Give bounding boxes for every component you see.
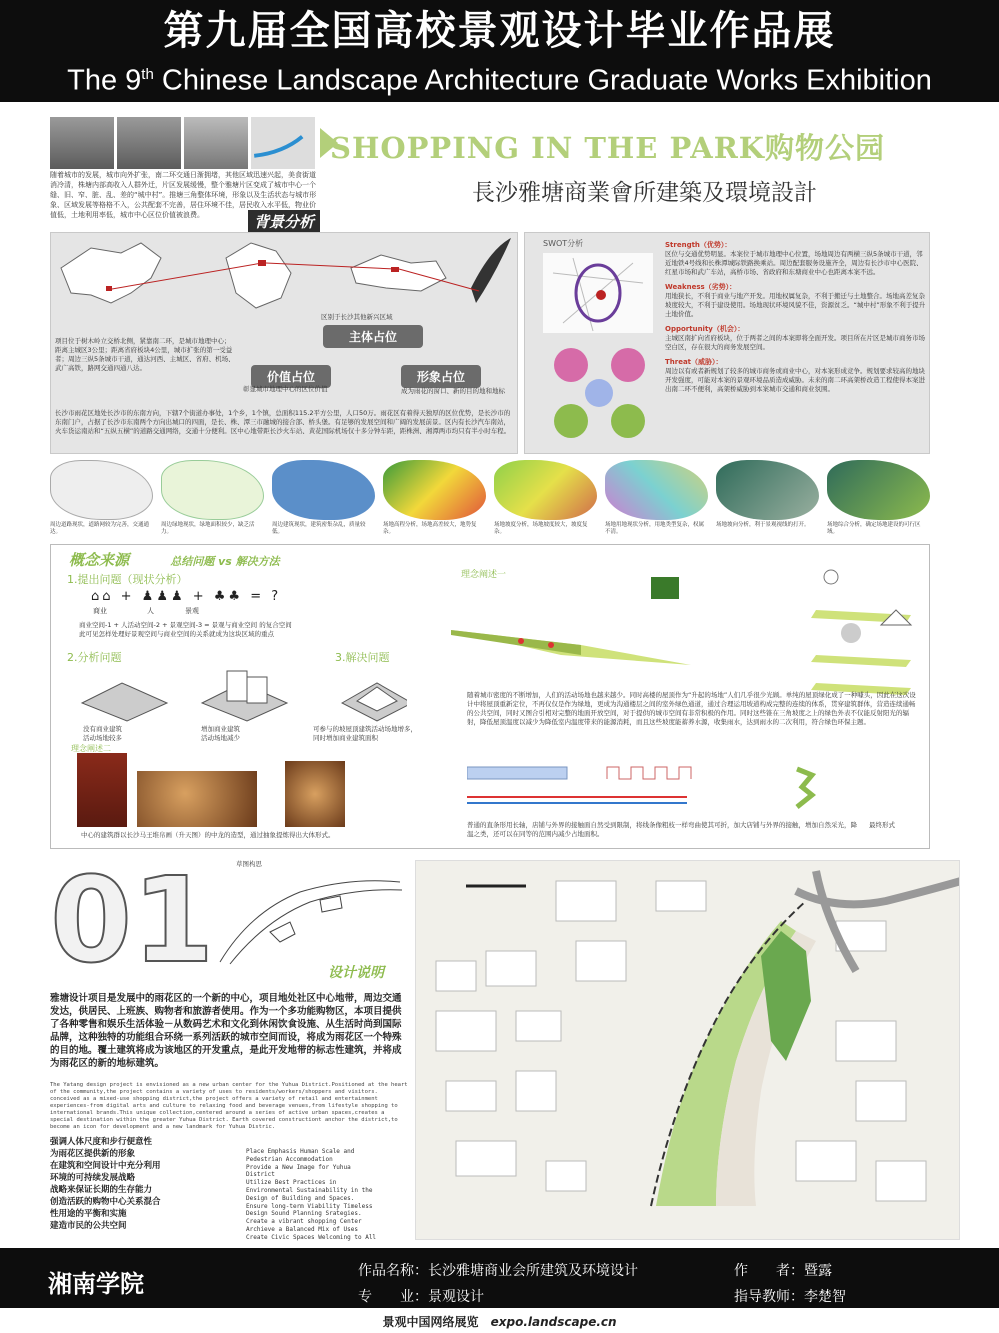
step2-heading: 2.分析问题 [67, 651, 122, 664]
section-title-background: 背景分析 [248, 210, 320, 233]
people-label: 人 [147, 607, 154, 615]
step1-heading: 1.提出问题（现状分析） [67, 573, 188, 586]
form-evolution-diagram [467, 763, 817, 815]
weakness-heading: Weakness（劣势）： [665, 283, 737, 291]
exhibition-title-cn: 第九届全国高校景观设计毕业作品展 [163, 8, 836, 54]
analysis-map: 场地坡向分析，利于景观视线的打开。 [716, 460, 819, 542]
commerce-label: 商业 [93, 607, 107, 615]
site-plan-drawing [416, 861, 960, 1240]
swot-text [665, 235, 927, 394]
strategy-list-cn: 强调人体尺度和步行便意性 为雨花区提供新的形象 在建筑和空间设计中充分利用 环境的可持续发展战略 战略来保证长期的生存能力 创造活跃的购物中心关系混合 性用途的平衡和实施 建造市民的公共空间 [50, 1137, 161, 1231]
project-title-en: SHOPPING IN THE PARK购物公园 [330, 131, 886, 165]
idea-one-text: 随着城市密度的不断增加，人们的活动场地也越来越少。同时高楼的屋顶作为“升起的场地”人们几乎很少光顾。单纯的屋顶绿化成了一种噱头，因此在这次设计中将屋顶重新定位，不再仅仅是作为绿地，更成为沟通楼层之间的室外绿色通道，通过合理运用坡道构成完整的连续的体系，贯穿建筑群体，营造连续通畅的公共空间，同时又图合引相对完整的地面开放空间，对于提供的城市空间有非常积极的作用。同时这些锥在三角坡度之上的绿色外表不仅能反射阳光的辐射，降低屋顶温度以减少为降低室内温度带来的能源消耗，而且这些坡度能蓄养水源，收集雨水，达到雨水的二次利用，符合绿色环保主题。 [467, 691, 916, 726]
landscape-label: 景观 [185, 607, 199, 615]
footer-bar [0, 1248, 999, 1308]
concept-sketch [210, 872, 410, 968]
swot-map [543, 253, 653, 333]
analysis-map: 周边绿地现状，绿地面积较少，缺乏活力。 [161, 460, 264, 542]
image-caption: 成为雨花的窗口、新的目的地和地标 [401, 387, 505, 395]
project-title-cn: 長沙雅塘商業會所建築及環境設計 [472, 180, 817, 206]
silk-robe-image [77, 753, 127, 827]
idea-one-heading: 理念阐述一 [461, 570, 507, 580]
design-text-cn: 雅塘设计项目是发展中的雨花区的一个新的中心，项目地处社区中心地带，周边交通发达，供居民、上班族、购物者和旅游者使用。作为一个多功能购物区，本项目提供了各种零售和娱乐生活体验－从数码艺术和文化到休闲饮食设施、从生活时尚到国际品牌，这种独特的功能组合环绕一系列活跃的城市空间而设，将成为雨花区一个特殊的目的地。覆土建筑将成为该地区的开发重点，是此开发地带的标志性建筑，并将成为雨花区的新的地标建筑。 [50, 993, 402, 1069]
section-number: 01 [50, 851, 215, 989]
swot-diagram [543, 343, 658, 448]
site-url[interactable]: expo.landscape.cn [490, 1315, 617, 1329]
site-analysis-maps [50, 460, 930, 542]
location-maps [51, 233, 519, 353]
swot-panel [524, 232, 930, 454]
opportunity-text: 主城区南扩向省府板块，位于两者之间的本案即将全面开发。项目所在片区是城市商务市场空白区，存在很大的商务发展空间。 [665, 334, 925, 351]
site-photo [50, 117, 114, 169]
silk-painting-image [285, 761, 345, 827]
concept-subtitle: 总结问题 vs 解决方法 [170, 555, 280, 568]
add-building-caption: 增加商业建筑 活动场地减少 [201, 725, 240, 742]
design-description-label: 设计说明 [328, 965, 384, 981]
concept-section [50, 544, 930, 849]
location-text: 项目位于树木岭立交桥北侧，紧靠南二环，是城市地理中心；距离主城区3公里；距离省府板块4公里，城市扩张的第一受益者；周边三纵5条城市干道，通达河西、主城区、省府、机场、武广高铁，路网交通四通八达。 [55, 337, 235, 372]
silk-painting-images [77, 753, 407, 827]
value-position-pill: 价值占位 [251, 365, 331, 388]
intro-text: 随着城市的发展，城市向外扩张，南二环交通日渐拥堵，其他区域迅速兴起，美食街道消冷清，株塘内部高收入人群外迁，片区发展缓慢，整个雅塘片区变成了城市中心一个缝、旧、窄、脏、乱、差的“城中村”。推塘三角整体环境，形象以及生活状态与城市形象、区域发展等格格不入，公共配套不完善，居住环境不佳，居民收入水平低，物业价值低，土地利用率低，城市中心区位价值被浪费。 [50, 171, 317, 219]
analysis-map: 场地坡度分析，场地坡度较大，坡度复杂。 [494, 460, 597, 542]
image-position-pill: 形象占位 [401, 365, 481, 388]
yuhua-text: 长沙市雨花区地处长沙市的东南方向，下辖7个街道办事处，1个乡，1个镇，总面积115.2平方公里，人口50万。雨花区有着得天独厚的区位优势，是长沙市的东南门户，占据了长沙市东南两个方向出城口的四面，是长、株、潭三市融城的接合部、桥头堡。有足够的发展空间和广阔的发展前景。区内有长沙汽车南站，火车货运南站和“五纵五横”的道路交通网络，交通十分便利。区中心地带距长沙火车站、黄花国际机场仅十多分钟车距，距株洲、湘潭两市均只有半小时车程。 [55, 409, 511, 435]
author-line: 作 者：暨露 [734, 1263, 832, 1279]
slope-roof-caption: 可参与的坡屋顶建筑活动场地增多， 同时增加商业建筑面积 [313, 725, 417, 742]
school-name: 湘南学院 [48, 1270, 144, 1298]
weakness-text: 用地狭长，不利于商业与地产开发。用地权属复杂，不利于搬迁与土地整合。场地高差复杂坡度较大，不利于建设使用。场地现状环境风貌不佳，资源贫乏。“城中村”形象不利于提升土地价值。 [665, 292, 926, 318]
step3-heading: 3.解决问题 [335, 651, 390, 664]
concept-title: 概念来源 总结问题 vs 解决方法 [69, 551, 280, 569]
exhibition-title-en: The 9th Chinese Landscape Architecture Graduate Works Exhibition [67, 64, 932, 97]
swot-title: SWOT分析 [543, 239, 584, 248]
analysis-map: 场地高程分析，场地高差较大，地势复杂。 [383, 460, 486, 542]
strength-heading: Strength（优势）： [665, 241, 732, 249]
background-analysis-panel [50, 232, 518, 454]
strategy-list-en: Place Emphasis Human Scale and Pedestrian Accommodation Provide a New Image for Yuhua District Utilize Best Practices in Environmental Sustainability in the Design of Building and Spaces. Ensure long-term Viability Timeless Design Sound Planning Srategies. Create a vibrant shopping Center Archieve a Balanced Mix of Uses Create Civic Spaces Welcoming to All [246, 1148, 377, 1241]
problem-diagrams [77, 663, 407, 723]
poster-body [40, 112, 960, 1240]
form-label: 最终形式 [869, 821, 895, 829]
analysis-map: 场地综合分析，确定场地建设的可行区域。 [827, 460, 930, 542]
site-photo-strip [50, 117, 315, 169]
silk-painting-image [137, 771, 257, 827]
form-caption: 普通的直条形用长轴，店铺与外界的接触面自然受到限制，将线条像粗枝一样弯曲使其可折，加大店铺与外界的接触，增加自然采光，降温之类，还可以在同等的范围内减少占地面积。 [467, 821, 857, 838]
analysis-map: 周边建筑现状，建筑密集杂乱，质量较低。 [272, 460, 375, 542]
site-photo [251, 117, 315, 169]
work-name-line: 作品名称：长沙雅塘商业会所建筑及环境设计 [358, 1263, 638, 1279]
site-photo [117, 117, 181, 169]
threat-heading: Threat（威胁）： [665, 358, 723, 366]
site-photo [184, 117, 248, 169]
climate-diagrams [811, 565, 921, 695]
no-building-caption: 没有商业建筑 活动场地较多 [83, 725, 122, 742]
exhibition-banner [0, 0, 999, 102]
region-note: 区别于长沙其他新兴区域 [321, 313, 393, 321]
formula-icons: ⌂⌂ + ♟♟♟ + ♣♣ = ? [91, 589, 282, 604]
site-plan [415, 860, 960, 1240]
step1-text: 商业空间-1 + 人活动空间-2 + 景观空间-3 = 景观与商业空间 的复合空间 此可见怎样处理好景观空间与商业空间的关系就成为这块区域的重点 [79, 621, 292, 638]
main-position-pill: 主体占位 [323, 325, 423, 348]
opportunity-heading: Opportunity（机会）： [665, 325, 745, 333]
advisor-line: 指导教师：李楚智 [734, 1289, 846, 1305]
analysis-map: 周边道路现状，道路网较为完善，交通通达。 [50, 460, 153, 542]
design-text-en: The Yatang design project is envisioned as a new urban center for the Yuhua District.Positioned at the heart of the community,the project contains a variety of uses to residents/workers/shoppers and visitors. conceived as a mixed-use shopping district,the project offers a variety of retail and entertainment experiences-from digital arts and culture to relaxing food and beverage venues,from lifestyle shopping to international brands.This unique collection,centered around a series of active urban spaces,creates a special destination within the greater Yuhua District. Earth covered constructiont anchor the district,to become an icon for development and a new landmark for Yuhua Distric. [50, 1082, 408, 1130]
value-caption: 彰显城市地理中心的区位价值 [243, 385, 328, 393]
idea-two-caption: 中心的建筑群以长沙马王堆帛画（升天图）的中龙的造型，通过抽象提炼得出大体形式。 [81, 831, 335, 839]
major-line: 专 业：景观设计 [358, 1289, 484, 1305]
green-roof-diagram [451, 575, 701, 685]
site-name: 景观中国网络展览 [382, 1315, 479, 1329]
exhibition-site-strip [0, 1308, 999, 1333]
strength-text: 区位与交通优势明显。本案位于城市地理中心位置，场地周边有两横三纵5条城市干道，邻近地铁4号线和长株潭城际铁路换乘站。周边配套服务设施齐全，周边有长沙市中心医院、红星市场和武广车站，高桥市场、省政府和东塘商业中心也距离本案不远。 [665, 250, 923, 276]
idea-two-heading: 理念阐述二 [71, 744, 111, 753]
threat-text: 周边以有或者新规划了较多的城市商务或商业中心，对本案形成竞争。规划要求较高的地块开发强度，可能对本案的景观环境品质造成威胁。未来的南二环高架桥改造工程使得本案进出南二环不便利，高架桥威胁到本案城市交通和商业氛围。 [665, 367, 925, 393]
sketch-title: 草图构思 [236, 860, 262, 868]
analysis-map: 场地用地现状分析，用地类型复杂，权属不清。 [605, 460, 708, 542]
